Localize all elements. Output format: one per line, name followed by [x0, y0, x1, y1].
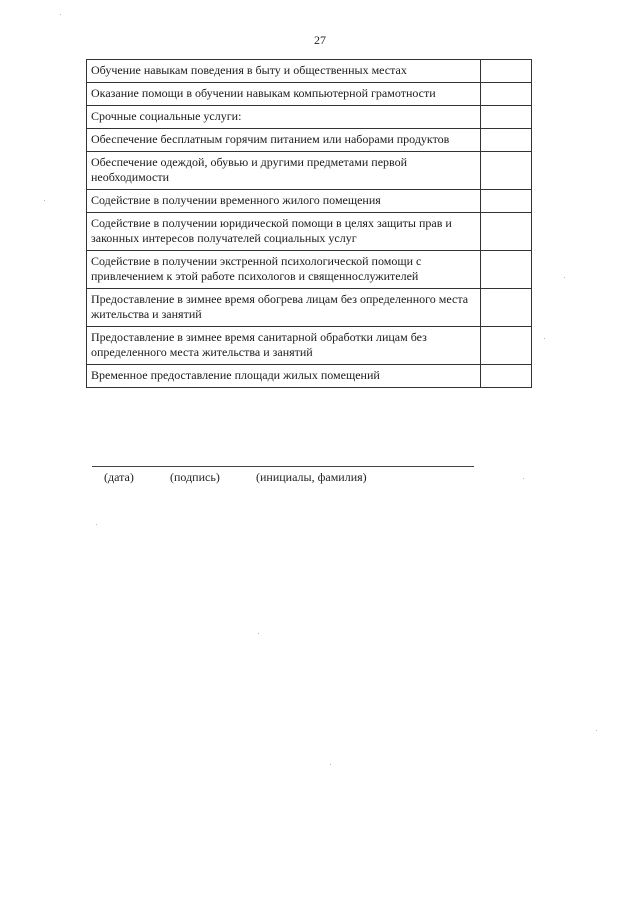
date-label: (дата)	[104, 470, 134, 484]
table-row	[87, 152, 532, 190]
service-mark-cell	[481, 60, 532, 83]
signature-line	[92, 466, 474, 467]
table-row	[87, 251, 532, 289]
signature-label: (подпись)	[170, 470, 220, 484]
service-mark-cell	[481, 152, 532, 190]
service-name-cell: Содействие в получении временного жилого помещения	[87, 190, 481, 213]
services-table	[86, 59, 532, 388]
service-name-cell: Предоставление в зимнее время обогрева лицам без определенного места жительства и занятий	[87, 289, 481, 327]
service-mark-cell	[481, 106, 532, 129]
table-row	[87, 190, 532, 213]
table-row	[87, 60, 532, 83]
section-heading-cell: Срочные социальные услуги:	[87, 106, 481, 129]
service-name-cell: Обеспечение бесплатным горячим питанием или наборами продуктов	[87, 129, 481, 152]
name-label: (инициалы, фамилия)	[256, 470, 367, 484]
table-row	[87, 365, 532, 388]
service-mark-cell	[481, 129, 532, 152]
service-name-cell: Содействие в получении юридической помощи в целях защиты прав и законных интересов получателей социальных услуг	[87, 213, 481, 251]
table-row	[87, 289, 532, 327]
service-mark-cell	[481, 83, 532, 106]
service-name-cell: Оказание помощи в обучении навыкам компьютерной грамотности	[87, 83, 481, 106]
service-name-cell: Временное предоставление площади жилых помещений	[87, 365, 481, 388]
table-row	[87, 327, 532, 365]
service-name-cell: Содействие в получении экстренной психологической помощи с привлечением к этой работе психологов и священнослужителей	[87, 251, 481, 289]
service-name-cell: Обеспечение одеждой, обувью и другими предметами первой необходимости	[87, 152, 481, 190]
service-mark-cell	[481, 365, 532, 388]
table-row	[87, 83, 532, 106]
service-mark-cell	[481, 327, 532, 365]
service-mark-cell	[481, 251, 532, 289]
page-number: 27	[314, 33, 326, 47]
service-mark-cell	[481, 190, 532, 213]
table-row	[87, 106, 532, 129]
service-name-cell: Предоставление в зимнее время санитарной обработки лицам без определенного места жительства и занятий	[87, 327, 481, 365]
service-mark-cell	[481, 213, 532, 251]
service-name-cell: Обучение навыкам поведения в быту и общественных местах	[87, 60, 481, 83]
table-row	[87, 213, 532, 251]
table-row	[87, 129, 532, 152]
service-mark-cell	[481, 289, 532, 327]
